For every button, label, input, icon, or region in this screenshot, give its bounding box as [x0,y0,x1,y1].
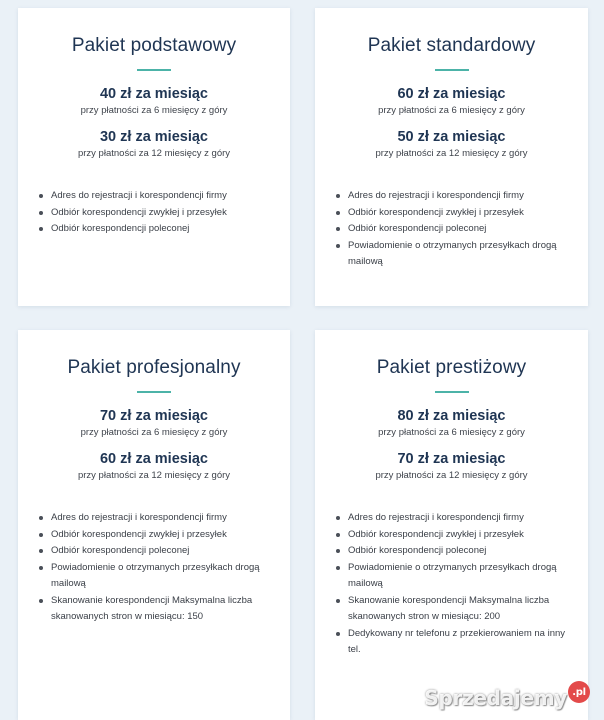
feature-item: Adres do rejestracji i korespondencji firmy [348,188,574,205]
watermark-text: Sprzedajemy [424,686,567,710]
feature-item: Odbiór korespondencji poleconej [348,221,574,238]
price-6-months: 40 zł za miesiąc [99,86,208,102]
watermark-suffix-badge: .pl [568,681,590,703]
package-card-standard [315,8,588,306]
title-divider [137,391,171,393]
price-note-6-months: przy płatności za 6 miesięcy z góry [378,105,525,116]
title-divider [137,69,171,71]
package-title: Pakiet profesjonalny [67,357,241,378]
title-divider [435,391,469,393]
price-6-months: 80 zł za miesiąc [397,408,506,424]
price-block-6-months [18,85,290,118]
feature-item: Powiadomienie o otrzymanych przesyłkach drogą mailową [348,238,574,271]
price-note-6-months: przy płatności za 6 miesięcy z góry [80,427,228,438]
feature-item: Adres do rejestracji i korespondencji firmy [348,510,574,527]
title-divider [435,69,469,71]
feature-list [315,510,588,659]
feature-item: Odbiór korespondencji zwykłej i przesyłek [51,205,276,222]
price-block-6-months [315,407,588,440]
feature-item: Adres do rejestracji i korespondencji firmy [51,510,276,527]
feature-list [18,510,290,626]
feature-item: Adres do rejestracji i korespondencji firmy [51,188,276,205]
package-title: Pakiet standardowy [367,35,536,56]
price-6-months: 60 zł za miesiąc [397,86,506,102]
package-card-basic [18,8,290,306]
price-block-6-months [315,85,588,118]
price-note-12-months: przy płatności za 12 miesięcy z góry [77,148,231,159]
package-title: Pakiet podstawowy [71,35,237,56]
price-12-months: 60 zł za miesiąc [99,451,208,467]
price-note-12-months: przy płatności za 12 miesięcy z góry [375,470,528,481]
price-note-12-months: przy płatności za 12 miesięcy z góry [77,470,231,481]
feature-item: Dedykowany nr telefonu z przekierowaniem na inny tel. [348,626,574,659]
feature-item: Odbiór korespondencji poleconej [51,543,276,560]
feature-item: Odbiór korespondencji zwykłej i przesyłek [51,527,276,544]
feature-item: Odbiór korespondencji poleconej [51,221,276,238]
price-note-12-months: przy płatności za 12 miesięcy z góry [375,148,528,159]
price-note-6-months: przy płatności za 6 miesięcy z góry [80,105,228,116]
price-12-months: 30 zł za miesiąc [99,129,208,145]
price-12-months: 50 zł za miesiąc [397,129,506,145]
watermark-logo [424,686,590,710]
price-block-6-months [18,407,290,440]
price-12-months: 70 zł za miesiąc [397,451,506,467]
feature-item: Odbiór korespondencji poleconej [348,543,574,560]
price-block-12-months [18,128,290,161]
package-card-prestige [315,330,588,720]
price-block-12-months [315,128,588,161]
feature-item: Powiadomienie o otrzymanych przesyłkach drogą mailową [348,560,574,593]
price-note-6-months: przy płatności za 6 miesięcy z góry [378,427,525,438]
price-block-12-months [18,450,290,483]
price-block-12-months [315,450,588,483]
feature-item: Skanowanie korespondencji Maksymalna liczba skanowanych stron w miesiącu: 200 [348,593,574,626]
package-title: Pakiet prestiżowy [376,357,527,378]
feature-list [315,188,588,271]
feature-item: Odbiór korespondencji zwykłej i przesyłek [348,527,574,544]
feature-item: Powiadomienie o otrzymanych przesyłkach drogą mailową [51,560,276,593]
price-6-months: 70 zł za miesiąc [99,408,208,424]
feature-item: Skanowanie korespondencji Maksymalna liczba skanowanych stron w miesiącu: 150 [51,593,276,626]
package-card-professional [18,330,290,720]
feature-list [18,188,290,238]
feature-item: Odbiór korespondencji zwykłej i przesyłek [348,205,574,222]
